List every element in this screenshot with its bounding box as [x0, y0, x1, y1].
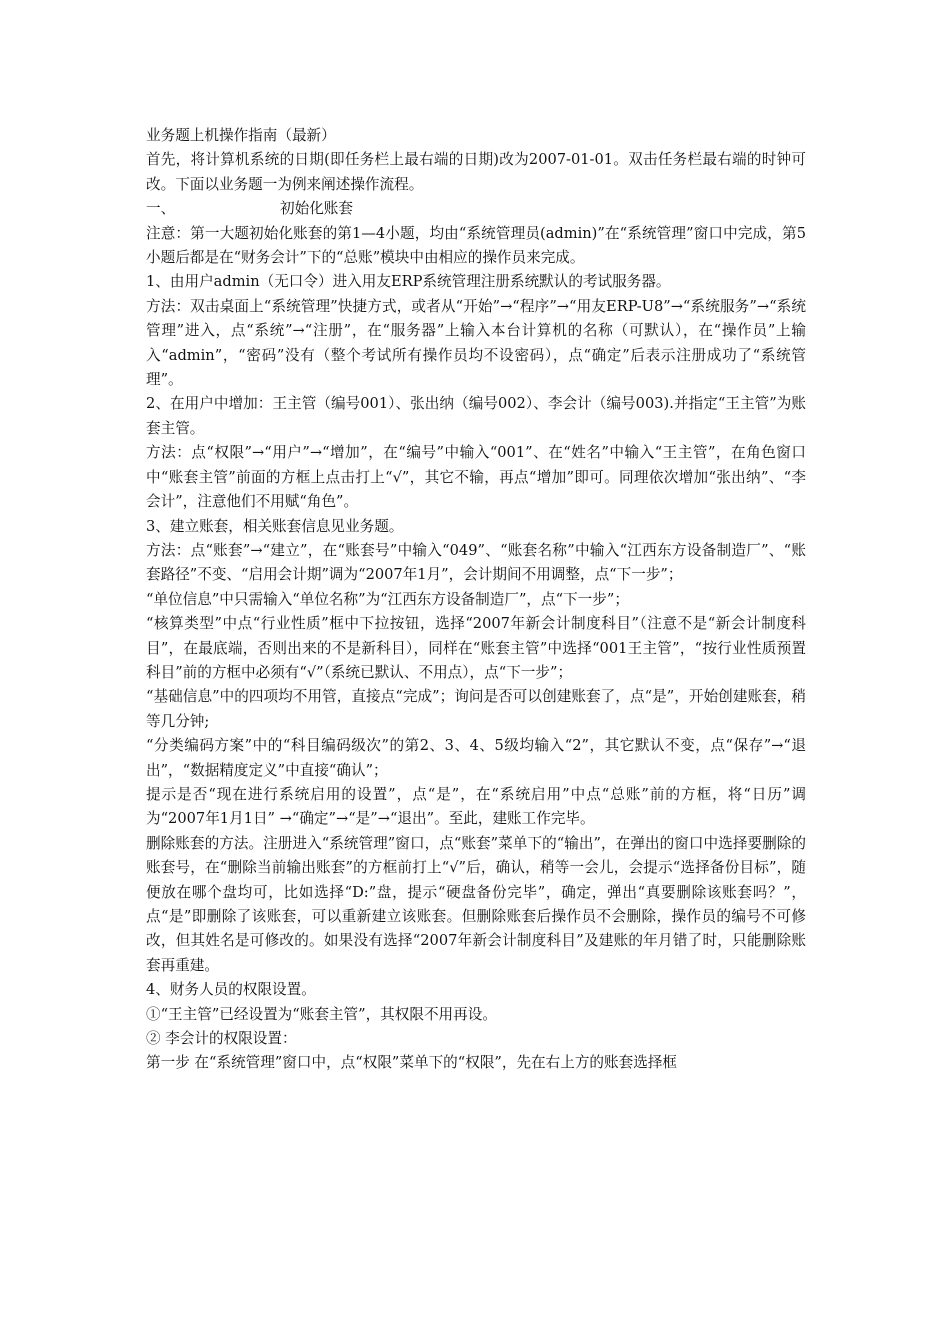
step-4-item-1: ①“王主管”已经设置为“账套主管”，其权限不用再设。 [146, 1005, 497, 1023]
step-3-coding-scheme: “分类编码方案”中的“科目编码级次”的第2、3、4、5级均输入“2”，其它默认不变，点“保存”→“退出”，“数据精度定义”中直接“确认”； [146, 737, 806, 779]
step-2-method: 方法：点“权限”→“用户”→“增加”，在“编号”中输入“001”、在“姓名”中输入“王主管”，在角色窗口中“账套主管”前面的方框上点击打上“√”，其它不输，再点“增加”即可。同理依次增加“张出纳”、“李会计”，注意他们不用赋“角色”。 [146, 444, 806, 511]
step-4-item-2: ② 李会计的权限设置： [146, 1030, 297, 1048]
step-1-method: 方法：双击桌面上“系统管理”快捷方式，或者从“开始”→“程序”→“用友ERP-U8”→“系统服务”→“系统管理”进入，点“系统”→“注册”，在“服务器”上输入本台计算机的名称（可默认），在“操作员”上输入“admin”，“密码”没有（整个考试所有操作员均不设密码），点“确定”后表示注册成功了“系统管理”。 [146, 297, 806, 389]
step-1-heading: 1、由用户admin（无口令）进入用友ERP系统管理注册系统默认的考试服务器。 [146, 273, 671, 291]
step-4-first-step: 第一步 在“系统管理”窗口中，点“权限”菜单下的“权限”，先在右上方的账套选择框 [146, 1054, 678, 1072]
step-3-unit-info: “单位信息”中只需输入“单位名称”为“江西东方设备制造厂”，点“下一步”； [146, 590, 629, 608]
step-3-method: 方法：点“账套”→“建立”，在“账套号”中输入“049”、“账套名称”中输入“江西东方设备制造厂”、“账套路径”不变、“启用会计期”调为“2007年1月”，会计期间不用调整，点“下一步”； [146, 541, 806, 584]
step-3-heading: 3、建立账套，相关账套信息见业务题。 [146, 517, 404, 535]
paragraph-note: 注意：第一大题初始化账套的第1—4小题，均由“系统管理员(admin)”在“系统管理”窗口中完成，第5小题后都是在“财务会计”下的“总账”模块中由相应的操作员来完成。 [146, 224, 806, 267]
delete-account-method: 删除账套的方法。注册进入“系统管理”窗口，点“账套”菜单下的“输出”，在弹出的窗口中选择要删除的账套号，在“删除当前输出账套”的方框前打上“√”后，确认，稍等一会儿，会提示“选择备份目标”，随便放在哪个盘均可，比如选择“D:”盘，提示“硬盘备份完毕”，确定，弹出“真要删除该账套吗？”，点“是”即删除了该账套，可以重新建立该账套。但删除账套后操作员不会删除，操作员的编号不可修改，但其姓名是可修改的。如果没有选择“2007年新会计制度科目”及建账的年月错了时，只能删除账套再重建。 [146, 834, 806, 974]
step-3-basic-info: “基础信息”中的四项均不用管，直接点“完成”；询问是否可以创建账套了，点“是”，开始创建账套，稍等几分钟; [146, 688, 806, 730]
step-2-heading: 2、在用户中增加：王主管（编号001）、张出纳（编号002）、李会计（编号003).并指定“王主管”为账套主管。 [146, 395, 806, 437]
document-body [146, 124, 806, 1076]
step-3-accounting-type: “核算类型”中点“行业性质”框中下拉按钮，选择“2007年新会计制度科目”（注意不是“新会计制度科目”，在最底端，否则出来的不是新科目），同样在“账套主管”中选择“001王主管”，“按行业性质预置科目”前的方框中必须有“√”（系统已默认、不用点），点“下一步”； [146, 615, 806, 681]
document-title: 业务题上机操作指南（最新） [146, 127, 336, 144]
section-title: 初始化账套 [280, 200, 353, 218]
paragraph-intro: 首先，将计算机系统的日期(即任务栏上最右端的日期)改为2007-01-01。双击任务栏最右端的时钟可改。下面以业务题一为例来阐述操作流程。 [146, 151, 806, 193]
step-3-system-enable: 提示是否“现在进行系统启用的设置”，点“是”，在“系统启用”中点“总账”前的方框，将“日历”调为“2007年1月1日” →“确定”→“是”→“退出”。至此，建账工作完毕。 [146, 785, 806, 828]
section-number: 一、 [146, 200, 176, 218]
section-heading [146, 197, 806, 221]
step-4-heading: 4、财务人员的权限设置。 [146, 981, 316, 999]
